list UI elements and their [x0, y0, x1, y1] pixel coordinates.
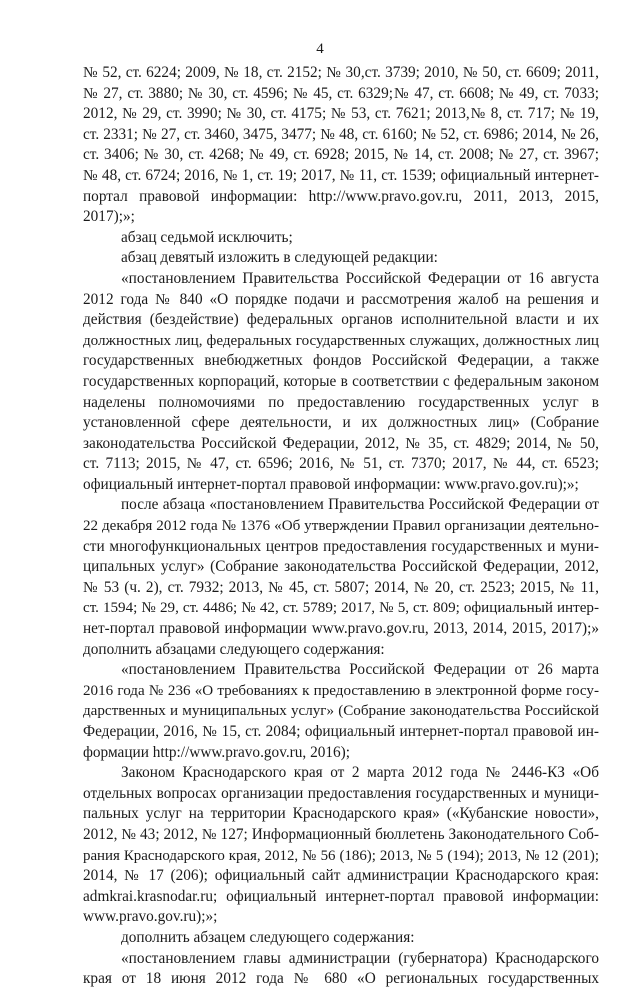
- text-line: 22 декабря 2012 года № 1376 «Об утверждении Правил организации деятельно-: [83, 518, 599, 535]
- text-line: абзац седьмой исключить;: [121, 228, 293, 246]
- text-line: 2017);»;: [83, 208, 135, 226]
- text-line: ципальных услуг» (Собрание законодательства Российской Федерации, 2012,: [83, 558, 599, 576]
- text-line: после абзаца «постановлением Правительства Российской Федерации от: [121, 496, 599, 514]
- document-body: [83, 63, 599, 990]
- text-line: дополнить абзацем следующего содержания:: [121, 928, 415, 946]
- text-line: «постановлением Правительства Российской Федерации от 16 августа: [121, 269, 599, 287]
- text-line: дополнить абзацами следующего содержания:: [83, 640, 385, 658]
- text-line: «постановлением Правительства Российской Федерации от 26 марта: [121, 661, 599, 679]
- text-line: Федерации, 2016, № 15, ст. 2084; официальный интернет-портал правовой ин-: [83, 723, 599, 740]
- text-line: действия (бездействие) федеральных органов исполнительной власти и их: [83, 311, 599, 329]
- text-line: наделены полномочиями по предоставлению государственных услуг в: [83, 393, 599, 411]
- text-line: пальных услуг на территории Краснодарского края» («Кубанские новости»,: [83, 805, 599, 823]
- text-line: законодательства Российской Федерации, 2012, № 35, ст. 4829; 2014, № 50,: [83, 434, 599, 452]
- text-line: сти многофункциональных центров предоставления государственных и муни-: [83, 537, 599, 555]
- text-line: 2016 года № 236 «О требованиях к предоставлению в электронной форме госу-: [83, 682, 599, 699]
- text-line: края от 18 июня 2012 года № 680 «О региональных государственных: [83, 970, 599, 988]
- text-line: дарственных и муниципальных услуг» (Собрание законодательства Российской: [83, 703, 599, 720]
- page-number: 4: [316, 41, 324, 57]
- text-line: отдельных вопросах организации предоставления государственных и муници-: [83, 784, 599, 802]
- text-line: официальный интернет-портал правовой информации: www.pravo.gov.ru);»;: [83, 475, 579, 493]
- text-line: admkrai.krasnodar.ru; официальный интернет-портал правовой информации:: [83, 887, 599, 905]
- text-line: № 48, ст. 6724; 2016, № 1, ст. 19; 2017, № 11, ст. 1539; официальный интернет-: [83, 166, 599, 184]
- text-line: Законом Краснодарского края от 2 марта 2012 года № 2446-КЗ «Об: [121, 764, 599, 782]
- text-line: № 52, ст. 6224; 2009, № 18, ст. 2152; № 30,ст. 3739; 2010, № 50, ст. 6609; 2011,: [83, 64, 599, 81]
- text-line: № 53 (ч. 2), ст. 7932; 2013, № 45, ст. 5807; 2014, № 20, ст. 2523; 2015, № 11,: [83, 578, 599, 596]
- text-line: нет-портал правовой информации www.pravo.gov.ru, 2013, 2014, 2015, 2017);»: [83, 620, 599, 638]
- text-line: 2012, № 29, ст. 3990; № 30, ст. 4175; № 53, ст. 7621; 2013,№ 8, ст. 717; № 19,: [83, 105, 599, 123]
- text-line: 2012, № 43; 2012, № 127; Информационный бюллетень Законодательного Соб-: [83, 825, 599, 843]
- text-line: рания Краснодарского края, 2012, № 56 (186); 2013, № 5 (194); 2013, № 12 (201);: [83, 847, 599, 864]
- text-line: ст. 7113; 2015, № 47, ст. 6596; 2016, № 51, ст. 7370; 2017, № 44, ст. 6523;: [83, 455, 599, 473]
- text-line: ст. 3406; № 30, ст. 4268; № 49, ст. 6928; 2015, № 14, ст. 2008; № 27, ст. 3967;: [83, 146, 599, 164]
- text-line: ст. 2331; № 27, ст. 3460, 3475, 3477; № 48, ст. 6160; № 52, ст. 6986; 2014, № 26,: [83, 125, 599, 143]
- text-line: государственных внебюджетных фондов Российской Федерации, а также: [83, 352, 599, 370]
- text-line: № 27, ст. 3880; № 30, ст. 4596; № 45, ст. 6329;№ 47, ст. 6608; № 49, ст. 7033;: [83, 84, 599, 102]
- text-line: государственных корпораций, которые в соответствии с федеральным законом: [83, 372, 599, 390]
- text-line: 2014, № 17 (206); официальный сайт администрации Краснодарского края:: [83, 867, 599, 885]
- text-line: должностных лиц, федеральных государственных служащих, должностных лиц: [83, 332, 599, 349]
- text-line: установленной сфере деятельности, и их должностных лиц» (Собрание: [83, 414, 599, 432]
- text-line: ст. 1594; № 29, ст. 4486; № 42, ст. 5789; 2017, № 5, ст. 809; официальный интер-: [83, 600, 599, 617]
- text-line: 2012 года № 840 «О порядке подачи и рассмотрения жалоб на решения и: [83, 290, 599, 308]
- text-line: абзац девятый изложить в следующей редакции:: [121, 249, 438, 267]
- text-line: портал правовой информации: http://www.pravo.gov.ru, 2011, 2013, 2015,: [83, 187, 599, 205]
- text-line: www.pravo.gov.ru);»;: [83, 908, 218, 926]
- text-line: формации http://www.pravo.gov.ru, 2016);: [83, 743, 351, 761]
- text-line: «постановлением главы администрации (губернатора) Краснодарского: [121, 949, 599, 967]
